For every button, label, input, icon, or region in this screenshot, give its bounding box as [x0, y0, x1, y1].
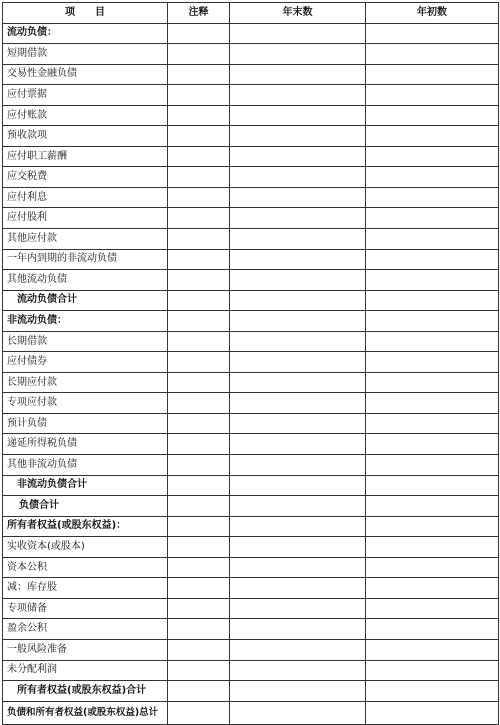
year-begin-cell[interactable] — [366, 290, 499, 311]
year-begin-cell[interactable] — [366, 352, 499, 373]
note-cell[interactable] — [168, 619, 230, 640]
table-row — [3, 455, 499, 476]
year-begin-cell[interactable] — [366, 187, 499, 208]
note-cell[interactable] — [168, 372, 230, 393]
row-label: 其他非流动负债 — [3, 455, 168, 476]
year-end-cell[interactable] — [230, 290, 366, 311]
row-label: 一般风险准备 — [3, 639, 168, 660]
table-row — [3, 23, 499, 44]
table-row — [3, 578, 499, 599]
year-begin-cell[interactable] — [366, 434, 499, 455]
year-end-cell[interactable] — [230, 413, 366, 434]
year-begin-cell[interactable] — [366, 105, 499, 126]
year-end-cell[interactable] — [230, 44, 366, 65]
note-cell[interactable] — [168, 146, 230, 167]
year-begin-cell[interactable] — [366, 578, 499, 599]
year-end-cell[interactable] — [230, 537, 366, 558]
row-label: 负债合计 — [3, 496, 168, 517]
note-cell[interactable] — [168, 434, 230, 455]
note-cell[interactable] — [168, 229, 230, 250]
row-label: 减：库存股 — [3, 578, 168, 599]
note-cell[interactable] — [168, 660, 230, 681]
table-row — [3, 105, 499, 126]
note-cell[interactable] — [168, 598, 230, 619]
table-row — [3, 44, 499, 65]
row-label: 递延所得税负债 — [3, 434, 168, 455]
year-begin-cell[interactable] — [366, 393, 499, 414]
note-cell[interactable] — [168, 85, 230, 106]
note-cell[interactable] — [168, 208, 230, 229]
year-begin-cell[interactable] — [366, 701, 499, 724]
year-end-cell[interactable] — [230, 701, 366, 724]
year-end-cell[interactable] — [230, 64, 366, 85]
row-label: 一年内到期的非流动负债 — [3, 249, 168, 270]
row-label: 所有者权益(或股东权益)： — [3, 516, 168, 537]
row-label: 专项储备 — [3, 598, 168, 619]
table-row — [3, 64, 499, 85]
header-item: 项 目 — [3, 3, 168, 24]
table-row — [3, 557, 499, 578]
year-end-cell[interactable] — [230, 311, 366, 332]
note-cell[interactable] — [168, 187, 230, 208]
table-row — [3, 126, 499, 147]
year-begin-cell[interactable] — [366, 413, 499, 434]
table-row — [3, 701, 499, 724]
row-label: 预收款项 — [3, 126, 168, 147]
note-cell[interactable] — [168, 557, 230, 578]
table-row — [3, 270, 499, 291]
row-label: 盈余公积 — [3, 619, 168, 640]
year-end-cell[interactable] — [230, 126, 366, 147]
note-cell[interactable] — [168, 167, 230, 188]
table-row — [3, 85, 499, 106]
year-end-cell[interactable] — [230, 229, 366, 250]
year-end-cell[interactable] — [230, 187, 366, 208]
table-row — [3, 639, 499, 660]
year-begin-cell[interactable] — [366, 23, 499, 44]
row-label: 流动负债： — [3, 23, 168, 44]
table-row — [3, 331, 499, 352]
note-cell[interactable] — [168, 537, 230, 558]
table-row — [3, 537, 499, 558]
note-cell[interactable] — [168, 270, 230, 291]
table-row — [3, 229, 499, 250]
row-label: 应付票据 — [3, 85, 168, 106]
table-row — [3, 434, 499, 455]
row-label: 未分配利润 — [3, 660, 168, 681]
table-row — [3, 372, 499, 393]
header-year-end: 年末数 — [230, 3, 366, 24]
year-begin-cell[interactable] — [366, 146, 499, 167]
table-row — [3, 393, 499, 414]
year-end-cell[interactable] — [230, 270, 366, 291]
table-row — [3, 167, 499, 188]
note-cell[interactable] — [168, 413, 230, 434]
row-label: 非流动负债： — [3, 311, 168, 332]
row-label: 长期借款 — [3, 331, 168, 352]
table-header-row — [3, 3, 499, 24]
row-label: 资本公积 — [3, 557, 168, 578]
year-begin-cell[interactable] — [366, 331, 499, 352]
note-cell[interactable] — [168, 496, 230, 517]
table-row — [3, 290, 499, 311]
row-label: 所有者权益(或股东权益)合计 — [3, 681, 168, 702]
year-end-cell[interactable] — [230, 167, 366, 188]
row-label: 应付利息 — [3, 187, 168, 208]
year-end-cell[interactable] — [230, 372, 366, 393]
note-cell[interactable] — [168, 701, 230, 724]
table-row — [3, 352, 499, 373]
year-begin-cell[interactable] — [366, 126, 499, 147]
row-label: 专项应付款 — [3, 393, 168, 414]
table-row — [3, 208, 499, 229]
row-label: 非流动负债合计 — [3, 475, 168, 496]
year-begin-cell[interactable] — [366, 660, 499, 681]
row-label: 应付账款 — [3, 105, 168, 126]
year-begin-cell[interactable] — [366, 85, 499, 106]
row-label: 实收资本(或股本) — [3, 537, 168, 558]
row-label: 其他流动负债 — [3, 270, 168, 291]
year-begin-cell[interactable] — [366, 229, 499, 250]
year-end-cell[interactable] — [230, 85, 366, 106]
year-end-cell[interactable] — [230, 660, 366, 681]
row-label: 短期借款 — [3, 44, 168, 65]
year-end-cell[interactable] — [230, 578, 366, 599]
year-begin-cell[interactable] — [366, 167, 499, 188]
note-cell[interactable] — [168, 516, 230, 537]
note-cell[interactable] — [168, 578, 230, 599]
year-end-cell[interactable] — [230, 352, 366, 373]
row-label: 预计负债 — [3, 413, 168, 434]
note-cell[interactable] — [168, 249, 230, 270]
row-label: 负债和所有者权益(或股东权益)总计 — [3, 701, 168, 724]
note-cell[interactable] — [168, 44, 230, 65]
year-begin-cell[interactable] — [366, 557, 499, 578]
liabilities-equity-table — [2, 2, 499, 725]
year-begin-cell[interactable] — [366, 496, 499, 517]
year-begin-cell[interactable] — [366, 516, 499, 537]
year-begin-cell[interactable] — [366, 208, 499, 229]
year-begin-cell[interactable] — [366, 270, 499, 291]
year-end-cell[interactable] — [230, 475, 366, 496]
note-cell[interactable] — [168, 331, 230, 352]
year-begin-cell[interactable] — [366, 619, 499, 640]
table-row — [3, 598, 499, 619]
row-label: 其他应付款 — [3, 229, 168, 250]
year-end-cell[interactable] — [230, 516, 366, 537]
row-label: 应付职工薪酬 — [3, 146, 168, 167]
row-label: 应交税费 — [3, 167, 168, 188]
table-row — [3, 475, 499, 496]
note-cell[interactable] — [168, 475, 230, 496]
table-row — [3, 249, 499, 270]
table-row — [3, 516, 499, 537]
row-label: 长期应付款 — [3, 372, 168, 393]
note-cell[interactable] — [168, 311, 230, 332]
year-end-cell[interactable] — [230, 598, 366, 619]
note-cell[interactable] — [168, 290, 230, 311]
year-begin-cell[interactable] — [366, 44, 499, 65]
table-row — [3, 496, 499, 517]
year-end-cell[interactable] — [230, 23, 366, 44]
year-end-cell[interactable] — [230, 393, 366, 414]
year-begin-cell[interactable] — [366, 475, 499, 496]
table-row — [3, 413, 499, 434]
year-end-cell[interactable] — [230, 496, 366, 517]
year-begin-cell[interactable] — [366, 372, 499, 393]
year-end-cell[interactable] — [230, 146, 366, 167]
year-begin-cell[interactable] — [366, 311, 499, 332]
note-cell[interactable] — [168, 455, 230, 476]
year-begin-cell[interactable] — [366, 639, 499, 660]
table-row — [3, 660, 499, 681]
year-begin-cell[interactable] — [366, 249, 499, 270]
note-cell[interactable] — [168, 105, 230, 126]
note-cell[interactable] — [168, 126, 230, 147]
year-end-cell[interactable] — [230, 331, 366, 352]
year-end-cell[interactable] — [230, 619, 366, 640]
note-cell[interactable] — [168, 23, 230, 44]
year-end-cell[interactable] — [230, 249, 366, 270]
note-cell[interactable] — [168, 639, 230, 660]
row-label: 应付债券 — [3, 352, 168, 373]
table-row — [3, 311, 499, 332]
year-end-cell[interactable] — [230, 434, 366, 455]
table-row — [3, 619, 499, 640]
table-row — [3, 146, 499, 167]
year-begin-cell[interactable] — [366, 537, 499, 558]
year-end-cell[interactable] — [230, 208, 366, 229]
year-end-cell[interactable] — [230, 639, 366, 660]
row-label: 交易性金融负债 — [3, 64, 168, 85]
table-row — [3, 187, 499, 208]
year-begin-cell[interactable] — [366, 598, 499, 619]
year-end-cell[interactable] — [230, 557, 366, 578]
year-end-cell[interactable] — [230, 455, 366, 476]
row-label: 应付股利 — [3, 208, 168, 229]
table-body — [3, 23, 499, 724]
note-cell[interactable] — [168, 64, 230, 85]
note-cell[interactable] — [168, 352, 230, 373]
year-begin-cell[interactable] — [366, 455, 499, 476]
header-note: 注释 — [168, 3, 230, 24]
row-label: 流动负债合计 — [3, 290, 168, 311]
year-end-cell[interactable] — [230, 105, 366, 126]
year-begin-cell[interactable] — [366, 64, 499, 85]
header-year-begin: 年初数 — [366, 3, 499, 24]
note-cell[interactable] — [168, 393, 230, 414]
